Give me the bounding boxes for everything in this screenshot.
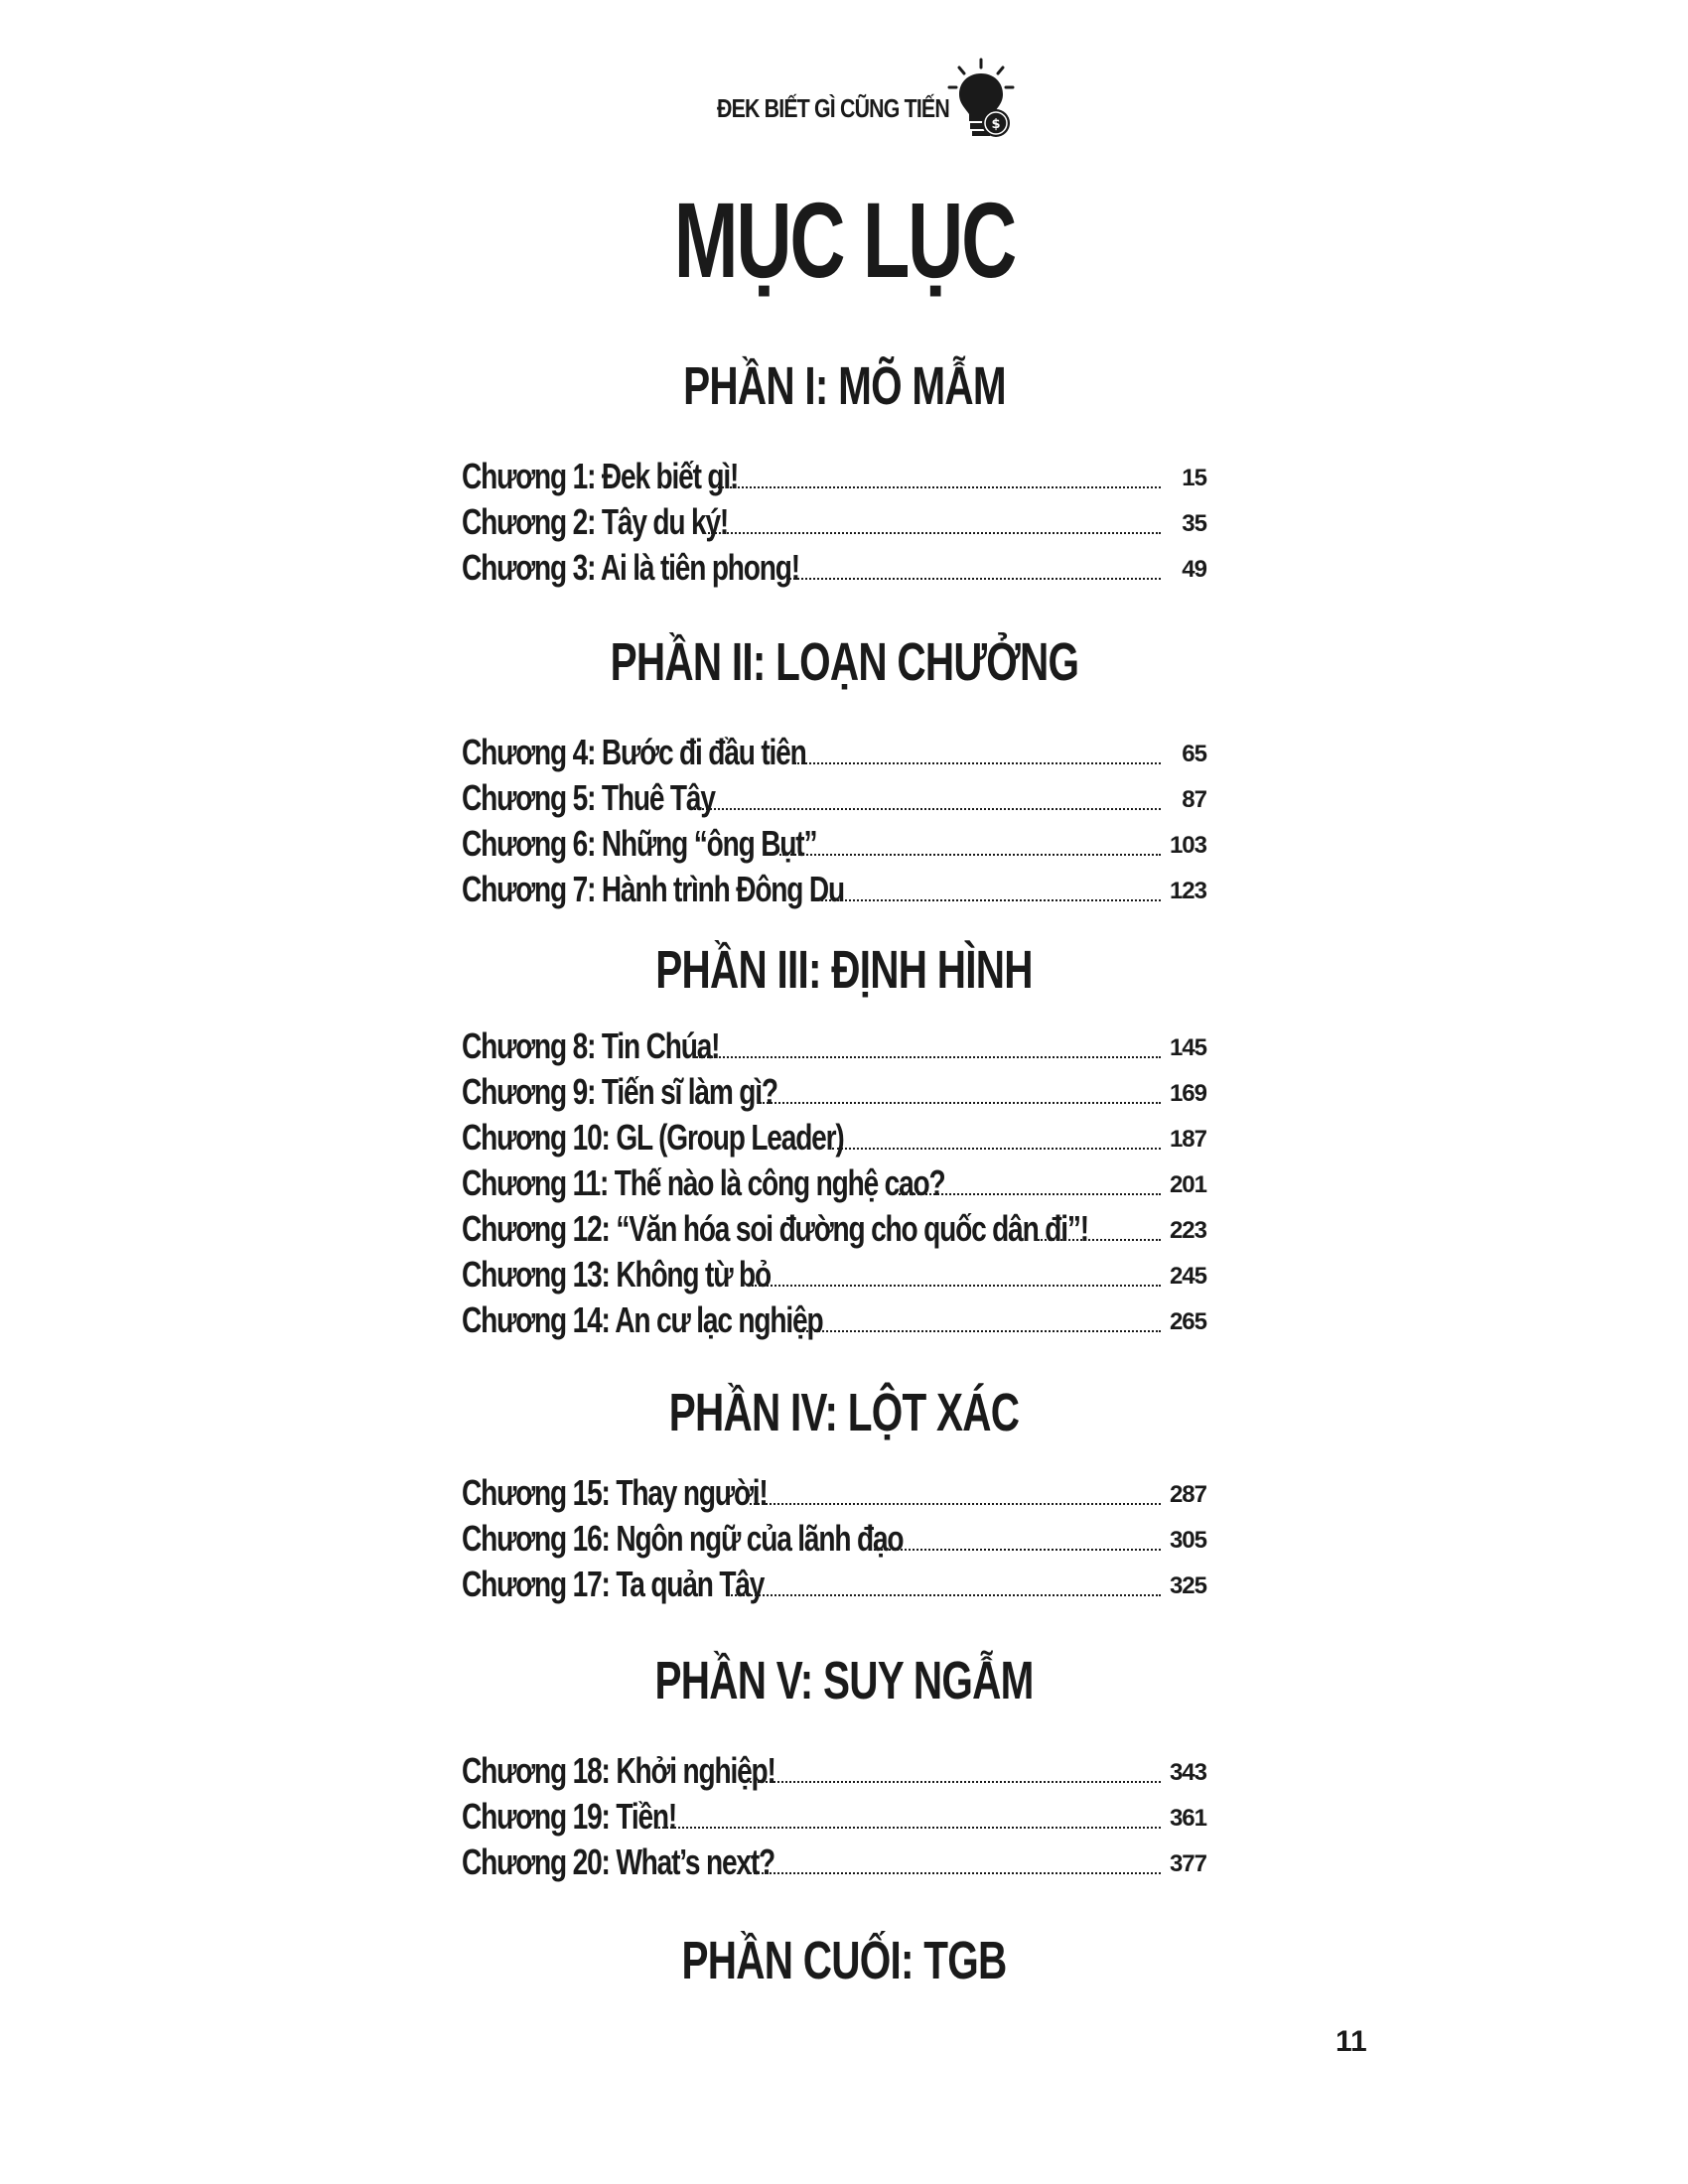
part-title: PHẦN II: LOẠN CHƯỞNG [610, 632, 1078, 692]
page-ref: 65 [1182, 741, 1206, 767]
page-ref: 201 [1169, 1171, 1206, 1198]
dot-leader [760, 1100, 1161, 1104]
svg-text:$: $ [991, 117, 1001, 132]
dot-leader [690, 806, 1161, 810]
dot-leader [832, 1146, 1161, 1150]
page-ref: 287 [1169, 1481, 1206, 1508]
chapter-list [462, 1465, 1206, 1602]
toc-entry[interactable] [462, 770, 1206, 816]
chapter-list [462, 449, 1206, 586]
part-title: PHẦN IV: LỘT XÁC [668, 1383, 1020, 1442]
dot-leader [752, 1283, 1161, 1287]
page-ref: 343 [1169, 1759, 1206, 1786]
toc-entry[interactable] [462, 494, 1206, 540]
page-ref: 361 [1169, 1805, 1206, 1832]
toc-entry[interactable] [462, 725, 1206, 770]
toc-entry[interactable] [462, 1293, 1206, 1338]
toc-entry[interactable] [462, 1557, 1206, 1602]
dot-leader [655, 1825, 1161, 1829]
dot-leader [789, 576, 1161, 580]
page-ref: 103 [1169, 832, 1206, 859]
chapter-title: Chương 10: GL (Group Leader) [462, 1117, 844, 1158]
toc-entry[interactable] [462, 1110, 1206, 1156]
dot-leader [821, 897, 1161, 901]
dot-leader [799, 1328, 1161, 1332]
toc-entry[interactable] [462, 1156, 1206, 1201]
page-ref: 169 [1169, 1080, 1206, 1107]
page-ref: 305 [1169, 1527, 1206, 1554]
running-header [715, 58, 1033, 147]
toc-entry[interactable] [462, 540, 1206, 586]
page-ref: 145 [1169, 1034, 1206, 1061]
toc-entry[interactable] [462, 862, 1206, 907]
toc-entry[interactable] [462, 449, 1206, 494]
page-ref: 265 [1169, 1308, 1206, 1335]
chapter-title: Chương 8: Tin Chúa! [462, 1025, 720, 1066]
page-ref: 123 [1169, 878, 1206, 904]
toc-entry[interactable] [462, 1465, 1206, 1511]
toc-entry[interactable] [462, 1064, 1206, 1110]
chapter-title: Chương 3: Ai là tiên phong! [462, 547, 799, 588]
dot-leader [708, 530, 1161, 534]
chapter-title: Chương 2: Tây du ký! [462, 501, 729, 542]
page-ref: 245 [1169, 1263, 1206, 1290]
page-ref: 377 [1169, 1850, 1206, 1877]
chapter-title: Chương 9: Tiến sĩ làm gì? [462, 1071, 777, 1112]
chapter-title: Chương 1: Đek biết gì! [462, 456, 739, 496]
chapter-title: Chương 4: Bước đi đầu tiên [462, 732, 806, 772]
page-ref: 35 [1182, 510, 1206, 537]
chapter-title: Chương 20: What’s next? [462, 1842, 775, 1882]
part-title: PHẦN CUỐI: TGB [681, 1931, 1007, 1990]
part-title: PHẦN I: MÕ MẪM [682, 356, 1006, 416]
page-ref: 49 [1182, 556, 1206, 583]
chapter-title: Chương 12: “Văn hóa soi đường cho quốc dân đi”! [462, 1208, 1088, 1249]
page-ref: 87 [1182, 786, 1206, 813]
page-ref: 325 [1169, 1572, 1206, 1599]
dot-leader [750, 1501, 1161, 1505]
toc-entry[interactable] [462, 1743, 1206, 1789]
page-ref: 223 [1169, 1217, 1206, 1244]
page-title: MỤC LỤC [673, 180, 1015, 300]
toc-entry[interactable] [462, 1247, 1206, 1293]
book-title: ĐEK BIẾT GÌ CŨNG TIẾN [717, 93, 949, 123]
chapter-title: Chương 11: Thế nào là công nghệ cao? [462, 1162, 945, 1203]
chapter-title: Chương 6: Những “ông Bụt” [462, 823, 817, 864]
chapter-title: Chương 15: Thay người! [462, 1472, 768, 1513]
dot-leader [779, 852, 1161, 856]
chapter-list [462, 725, 1206, 907]
dot-leader [1038, 1237, 1161, 1241]
chapter-title: Chương 16: Ngôn ngữ của lãnh đạo [462, 1518, 904, 1559]
dot-leader [696, 1054, 1161, 1058]
part-title: PHẦN III: ĐỊNH HÌNH [655, 940, 1033, 1000]
dot-leader [718, 484, 1161, 488]
chapter-title: Chương 13: Không từ bỏ [462, 1254, 771, 1295]
toc-entry[interactable] [462, 1019, 1206, 1064]
part-title: PHẦN V: SUY NGẪM [654, 1651, 1034, 1710]
chapter-title: Chương 17: Ta quản Tây [462, 1564, 765, 1604]
chapter-list [462, 1743, 1206, 1880]
toc-entry[interactable] [462, 1511, 1206, 1557]
chapter-title: Chương 19: Tiền! [462, 1796, 677, 1837]
toc-entry[interactable] [462, 1201, 1206, 1247]
dot-leader [874, 1547, 1161, 1551]
page-number: 11 [1336, 2025, 1367, 2058]
chapter-title: Chương 7: Hành trình Đông Du [462, 869, 845, 909]
toc-entry[interactable] [462, 1789, 1206, 1835]
chapter-title: Chương 5: Thuê Tây [462, 777, 715, 818]
page-ref: 187 [1169, 1126, 1206, 1153]
chapter-list [462, 1019, 1206, 1338]
chapter-title: Chương 18: Khởi nghiệp! [462, 1750, 775, 1791]
dot-leader [899, 1191, 1161, 1195]
dot-leader [794, 760, 1161, 764]
dot-leader [750, 1870, 1161, 1874]
dot-leader [728, 1592, 1161, 1596]
toc-entry[interactable] [462, 816, 1206, 862]
dot-leader [750, 1779, 1161, 1783]
lightbulb-icon [941, 58, 1021, 147]
chapter-title: Chương 14: An cư lạc nghiệp [462, 1299, 823, 1340]
toc-entry[interactable] [462, 1835, 1206, 1880]
page-ref: 15 [1182, 465, 1206, 491]
